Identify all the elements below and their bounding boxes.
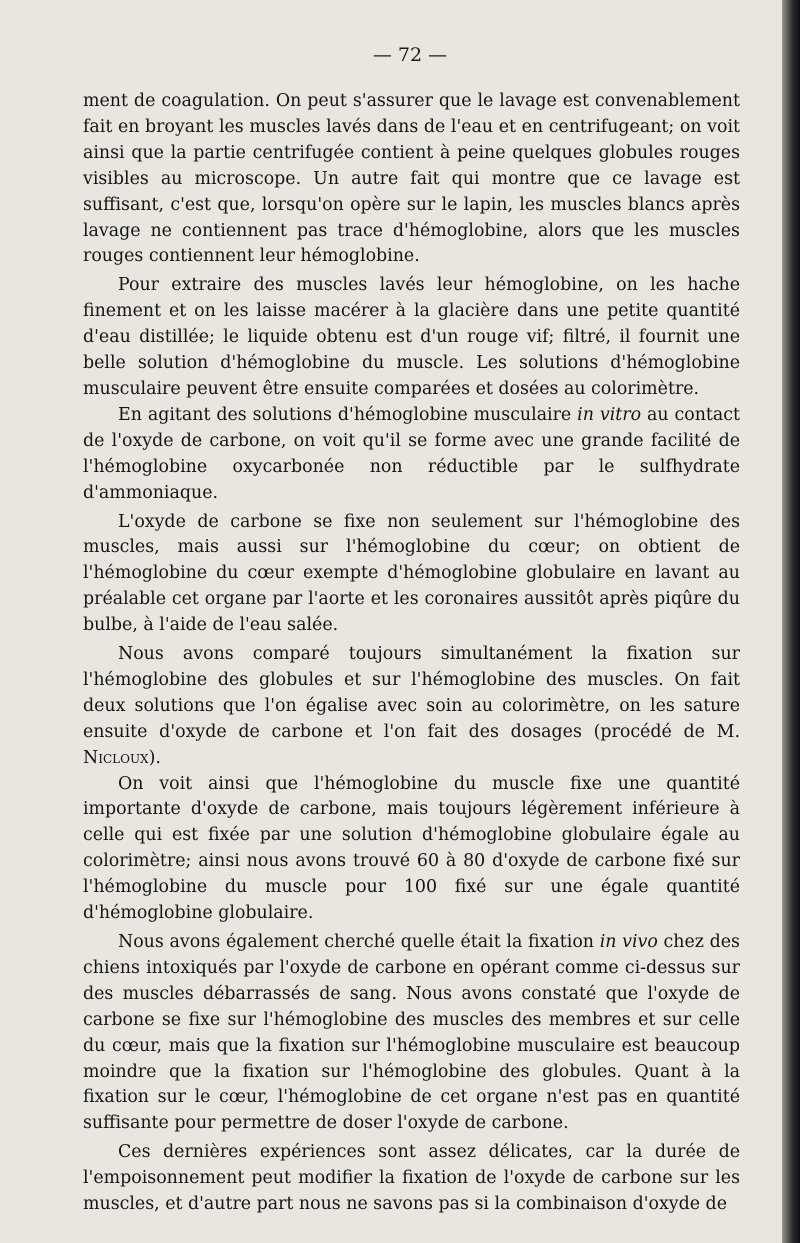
paragraph-5 — [83, 642, 740, 772]
page-number: — 72 — — [372, 44, 448, 66]
paragraph-3 — [83, 403, 740, 507]
paragraph-7-italic: in vivo — [599, 932, 658, 952]
paragraph-7-text-before: Nous avons également cherché quelle était la fixation — [118, 932, 600, 952]
paragraph-6: On voit ainsi que l'hémoglobine du muscle fixe une quantité importante d'oxyde de carbone, mais toujours légèrement inférieure à celle qui est fixée par une solution d'hémoglobine globulaire égale au colorimètre; ainsi nous avons trouvé 60 à 80 d'oxyde de carbone fixé sur l'hémoglobine du muscle pour 100 fixé sur une égale quantité d'hémoglobine globulaire. — [83, 773, 740, 924]
paragraph-7-text-after: chez des chiens intoxiqués par l'oxyde de carbone en opérant comme ci-dessus sur des muscles débarrassés de sang. Nous avons constaté que l'oxyde de carbone se fixe sur l'hémoglobine des muscles des membres et sur celle du cœur, mais que la fixation sur l'hémoglobine musculaire est beaucoup moindre que la fixation sur l'hémoglobine des globules. Quant à la fixation sur le cœur, l'hémoglobine de cet organe n'est pas en quantité suffisante pour permettre de doser l'oxyde de carbone. — [83, 932, 740, 1134]
paragraph-3-text-before: En agitant des solutions d'hémoglobine musculaire — [118, 404, 578, 425]
paragraph-3-italic: in vitro — [577, 404, 642, 425]
paragraph-8: Ces dernières expériences sont assez délicates, car la durée de l'empoisonnement peut modifier la fixation de l'oxyde de carbone sur les muscles, et d'autre part nous ne savons pas si la combinaison d'oxyde de — [83, 1142, 740, 1215]
paragraph-5-text-before: Nous avons comparé toujours simultanément la fixation sur l'hémoglobine des globules et sur l'hémoglobine des muscles. On fait deux solutions que l'on égalise avec soin au colorimètre, on les sature ensuite d'oxyde de carbone et l'on fait des dosages (procédé de M. — [83, 644, 740, 742]
page-edge-shadow — [782, 0, 800, 1243]
paragraph-4: L'oxyde de carbone se fixe non seulement sur l'hémoglobine des muscles, mais aussi sur l'hémoglobine du cœur; on obtient de l'hémoglobine du cœur exempte d'hémoglobine globulaire en lavant au préalable cet organe par l'aorte et les coronaires aussitôt après piqûre du bulbe, à l'aide de l'eau salée. — [83, 511, 740, 636]
paragraph-3-text-after: au contact de l'oxyde de carbone, on voit qu'il se forme avec une grande facilité de l'hémoglobine oxycarbonée non réductible par le sulfhydrate d'ammoniaque. — [83, 404, 740, 503]
paragraph-5-text-after: ). — [148, 747, 161, 768]
body-text — [83, 89, 740, 1218]
author-name: Nicloux — [83, 747, 149, 768]
paragraph-7 — [83, 930, 740, 1137]
paragraph-1: ment de coagulation. On peut s'assurer que le lavage est convenablement fait en broyant les muscles lavés dans de l'eau et en centrifugeant; on voit ainsi que la partie centrifugée contient à peine quelques globules rouges visibles au microscope. Un autre fait qui montre que ce lavage est suffisant, c'est que, lorsqu'on opère sur le lapin, les muscles blancs après lavage ne contiennent pas trace d'hémoglobine, alors que les muscles rouges contiennent leur hémoglobine. — [83, 91, 740, 267]
paragraph-2: Pour extraire des muscles lavés leur hémoglobine, on les hache finement et on les laisse macérer à la glacière dans une petite quantité d'eau distillée; le liquide obtenu est d'un rouge vif; filtré, il fournit une belle solution d'hémoglobine du muscle. Les solutions d'hémoglobine musculaire peuvent être ensuite comparées et dosées au colorimètre. — [83, 275, 740, 399]
